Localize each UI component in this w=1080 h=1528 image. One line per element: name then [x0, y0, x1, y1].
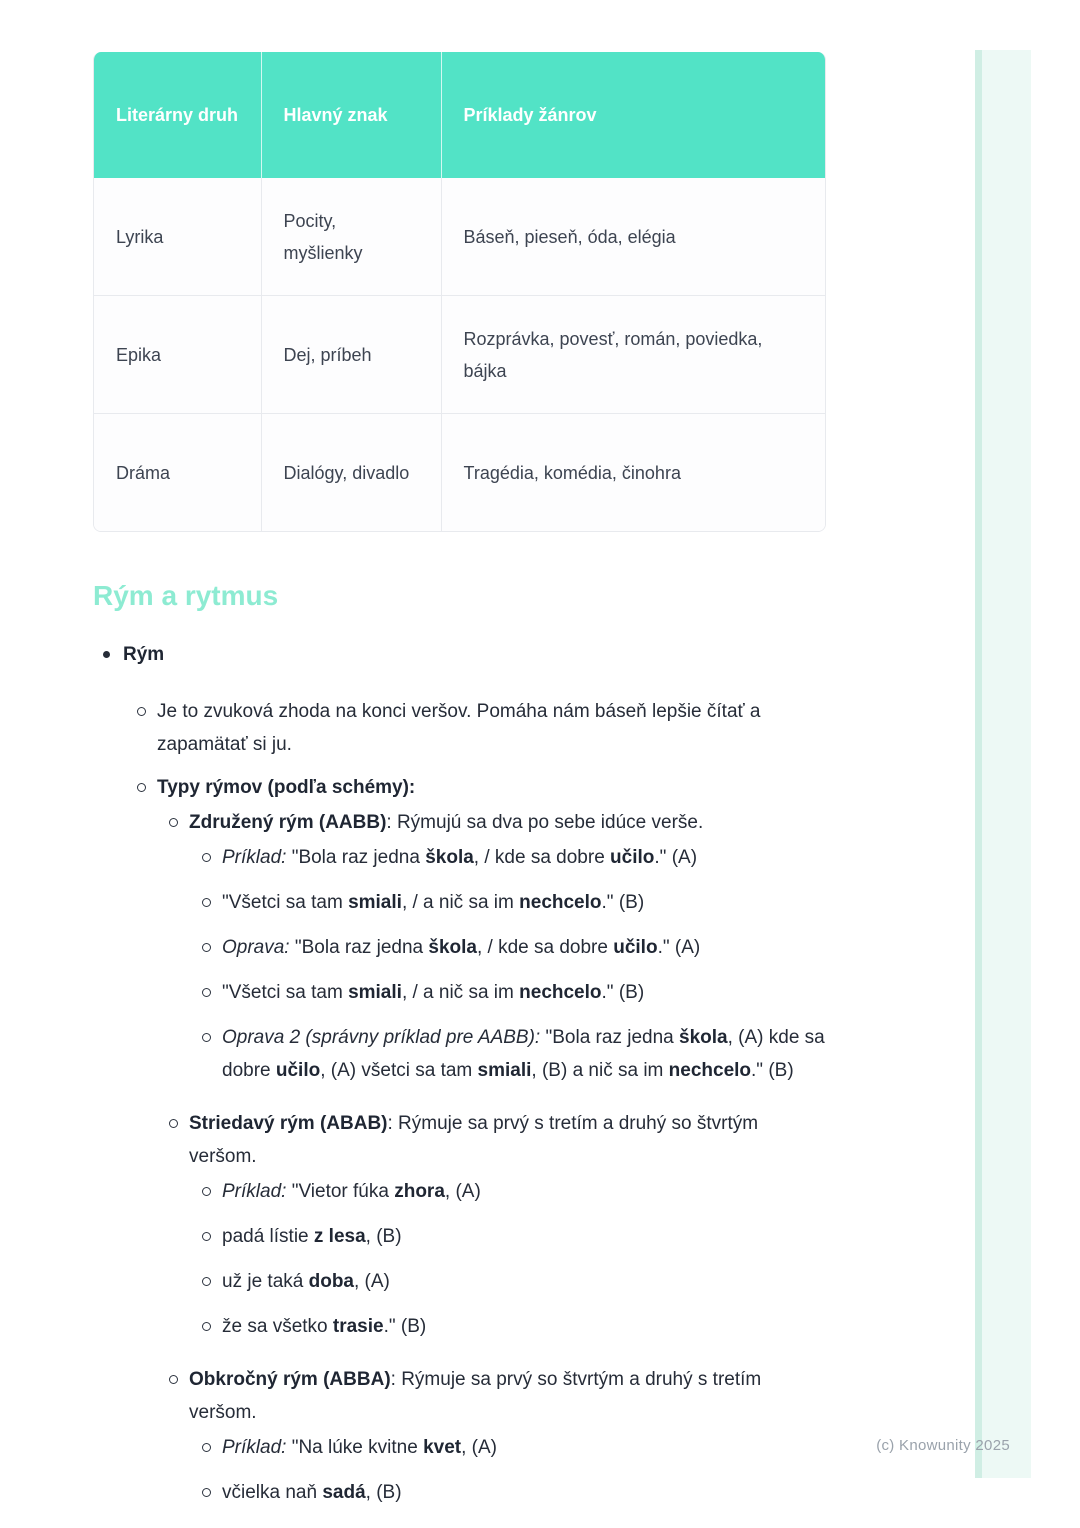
list-item — [200, 1310, 826, 1343]
table-row — [94, 178, 826, 296]
bullet-circle-icon — [202, 853, 211, 862]
side-stripe — [975, 50, 1031, 1478]
bullet-circle-icon — [202, 1232, 211, 1241]
rhyme-list — [93, 638, 826, 1509]
table-cell: Tragédia, komédia, činohra — [441, 414, 826, 532]
list-item-text: "Všetci sa tam smiali, / a nič sa im nechcelo." (B) — [222, 892, 645, 913]
list-item — [200, 976, 826, 1009]
list-item — [135, 771, 826, 804]
list-item — [101, 638, 826, 671]
list-item — [200, 1220, 826, 1253]
list-item — [200, 1265, 826, 1298]
table-cell: Dialógy, divadlo — [261, 414, 441, 532]
table-cell: Dej, príbeh — [261, 296, 441, 414]
list-item — [200, 1021, 826, 1087]
bullet-circle-icon — [202, 1322, 211, 1331]
list-item-text: Oprava 2 (správny príklad pre AABB): "Bola raz jedna škola, (A) kde sa dobre učilo, (A) všetci sa tam smiali, (B) a nič sa im nechcelo." (B) — [222, 1027, 825, 1081]
table-cell: Báseň, pieseň, óda, elégia — [441, 178, 826, 296]
list-item-text: Striedavý rým (ABAB): Rýmuje sa prvý s tretím a druhý so štvrtým veršom. — [189, 1113, 759, 1167]
table-header-genre-examples: Príklady žánrov — [441, 52, 826, 178]
table-cell: Epika — [94, 296, 261, 414]
bullet-circle-icon — [137, 783, 146, 792]
list-item — [200, 931, 826, 964]
list-item-text: Typy rýmov (podľa schémy): — [157, 777, 416, 798]
bullet-circle-icon — [202, 988, 211, 997]
list-item — [200, 886, 826, 919]
section-heading: Rým a rytmus — [93, 580, 279, 611]
literary-genres-table — [93, 52, 826, 532]
table-cell: Rozprávka, povesť, román, poviedka, bájka — [441, 296, 826, 414]
table-cell: Pocity, myšlienky — [261, 178, 441, 296]
table-row — [94, 296, 826, 414]
list-item-text: včielka naň sadá, (B) — [222, 1482, 402, 1503]
list-item — [167, 806, 826, 839]
bullet-disc-icon — [103, 651, 110, 658]
list-item — [200, 1431, 826, 1464]
list-item-text: Je to zvuková zhoda na konci veršov. Pomáha nám báseň lepšie čítať a zapamätať si ju. — [157, 701, 761, 755]
list-item — [200, 1175, 826, 1208]
list-item — [200, 841, 826, 874]
table-cell: Dráma — [94, 414, 261, 532]
table-header-row — [94, 52, 826, 178]
list-item-text: "Všetci sa tam smiali, / a nič sa im nechcelo." (B) — [222, 982, 645, 1003]
bullet-circle-icon — [202, 1488, 211, 1497]
table-row — [94, 414, 826, 532]
list-item-text: Obkročný rým (ABBA): Rýmuje sa prvý so štvrtým a druhý s tretím veršom. — [189, 1369, 762, 1423]
list-item-text: Príklad: "Na lúke kvitne kvet, (A) — [222, 1437, 497, 1458]
bullet-circle-icon — [202, 1443, 211, 1452]
list-item-text: padá lístie z lesa, (B) — [222, 1226, 402, 1247]
bullet-circle-icon — [202, 1187, 211, 1196]
list-item — [167, 1363, 826, 1429]
bullet-circle-icon — [137, 707, 146, 716]
bullet-circle-icon — [202, 898, 211, 907]
bullet-circle-icon — [202, 943, 211, 952]
list-item — [135, 695, 826, 761]
list-item-text: že sa všetko trasie." (B) — [222, 1316, 427, 1337]
bullet-circle-icon — [169, 818, 178, 827]
bullet-circle-icon — [169, 1375, 178, 1384]
list-item — [167, 1107, 826, 1173]
table — [94, 52, 826, 531]
list-item — [200, 1476, 826, 1509]
list-item-text: Združený rým (AABB): Rýmujú sa dva po sebe idúce verše. — [189, 812, 704, 833]
list-item-text: Príklad: "Vietor fúka zhora, (A) — [222, 1181, 481, 1202]
list-item-text: Rým — [123, 644, 165, 665]
table-header-main-feature: Hlavný znak — [261, 52, 441, 178]
bullet-circle-icon — [202, 1277, 211, 1286]
table-cell: Lyrika — [94, 178, 261, 296]
list-item-text: Príklad: "Bola raz jedna škola, / kde sa dobre učilo." (A) — [222, 847, 698, 868]
list-item-text: už je taká doba, (A) — [222, 1271, 390, 1292]
list-item-text: Oprava: "Bola raz jedna škola, / kde sa dobre učilo." (A) — [222, 937, 701, 958]
copyright-footer: (c) Knowunity 2025 — [876, 1437, 1010, 1454]
content-area — [93, 52, 826, 1509]
bullet-circle-icon — [169, 1119, 178, 1128]
table-header-literary-kind: Literárny druh — [94, 52, 261, 178]
bullet-circle-icon — [202, 1033, 211, 1042]
